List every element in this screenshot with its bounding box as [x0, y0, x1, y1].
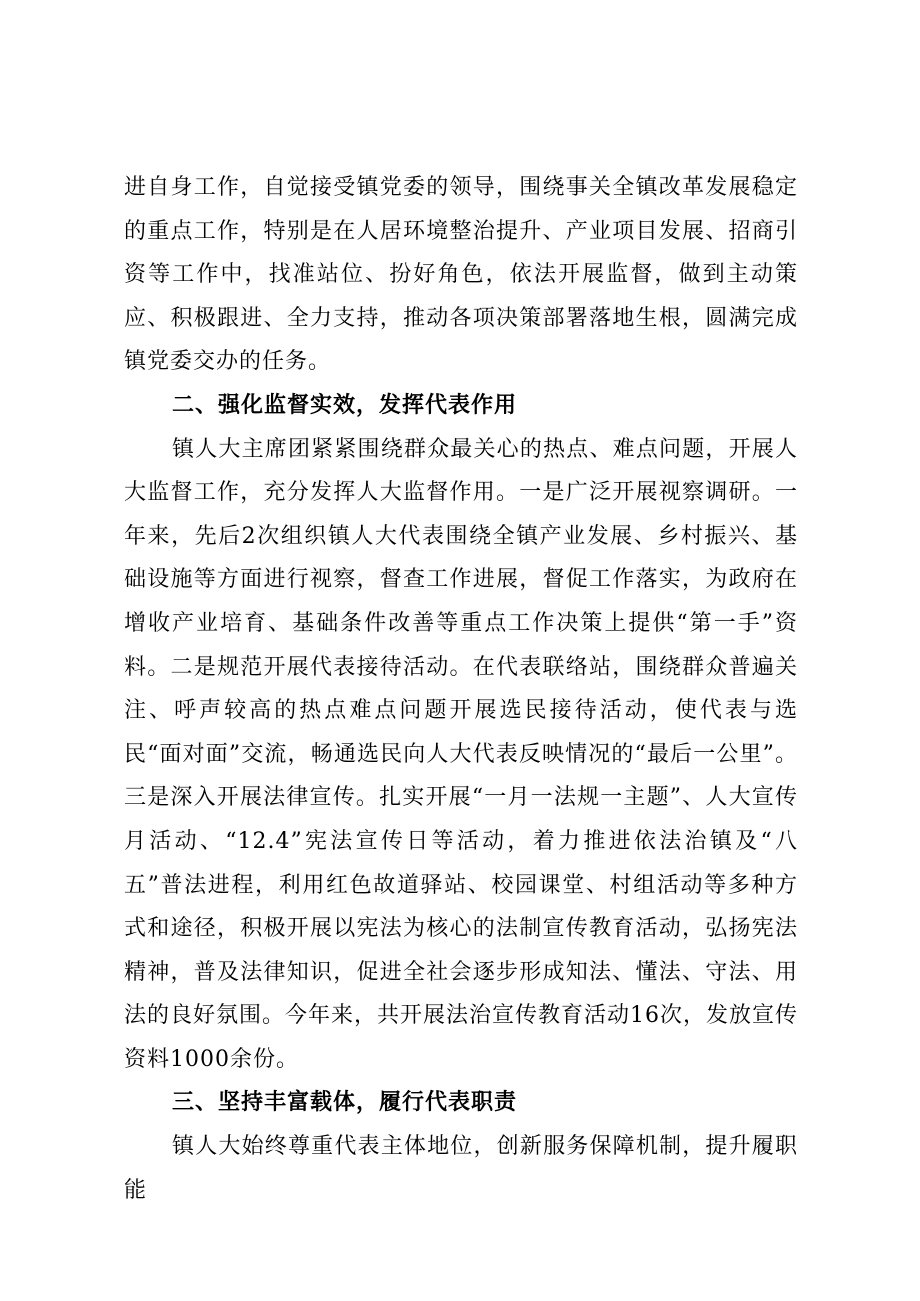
- paragraph-continuation: 进自身工作，自觉接受镇党委的领导，围绕事关全镇改革发展稳定的重点工作，特别是在人居环境整治提升、产业项目发展、招商引资等工作中，找准站位、扮好角色，依法开展监督，做到主动策应、积极跟进、全力支持，推动各项决策部署落地生根，圆满完成镇党委交办的任务。: [124, 175, 798, 375]
- paragraph-supervision: 镇人大主席团紧紧围绕群众最关心的热点、难点问题，开展人大监督工作，充分发挥人大监督作用。一是广泛开展视察调研。一年来，先后2次组织镇人大代表围绕全镇产业发展、乡村振兴、基础设施等方面进行视察，督查工作进展，督促工作落实，为政府在增收产业培育、基础条件改善等重点工作决策上提供“第一手”资料。二是规范开展代表接待活动。在代表联络站，围绕群众普遍关注、呼声较高的热点难点问题开展选民接待活动，使代表与选民“面对面”交流，畅通选民向人大代表反映情况的“最后一公里”。三是深入开展法律宣传。扎实开展“一月一法规一主题”、人大宣传月活动、“12.4”宪法宣传日等活动，着力推进依法治镇及“八五”普法进程，利用红色故道驿站、校园课堂、村组活动等多种方式和途径，积极开展以宪法为核心的法制宣传教育活动，弘扬宪法精神，普及法律知识，促进全社会逐步形成知法、懂法、守法、用法的良好氛围。今年来，共开展法治宣传教育活动16次，发放宣传资料1000余份。: [124, 436, 798, 1072]
- document-body: [124, 166, 798, 1212]
- section-heading-2: 二、强化监督实效，发挥代表作用: [172, 392, 518, 418]
- section-heading-3: 三、坚持丰富载体，履行代表职责: [172, 1090, 518, 1116]
- paragraph-representatives: 镇人大始终尊重代表主体地位，创新服务保障机制，提升履职能: [124, 1134, 798, 1203]
